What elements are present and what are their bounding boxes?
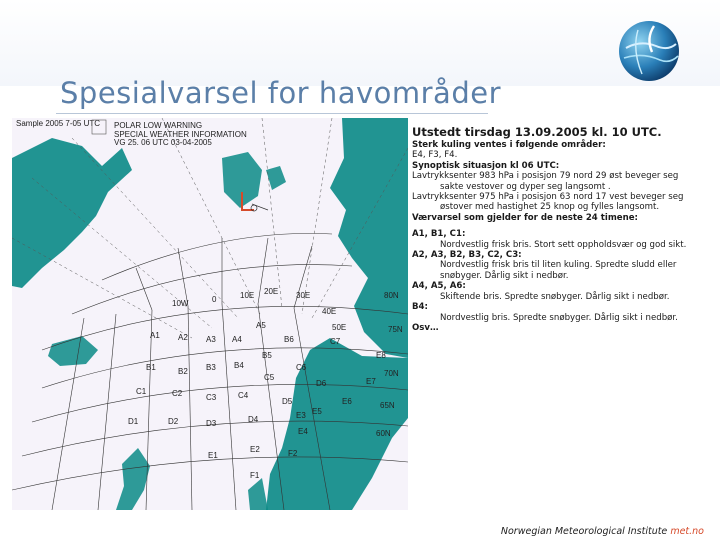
forecast-bulletin: [412, 125, 712, 333]
zone-C5: C5: [264, 373, 275, 382]
deg-20E: 20E: [264, 287, 279, 296]
zone-F1: F1: [250, 471, 260, 480]
zone-E2: E2: [250, 445, 260, 454]
zone-A5: A5: [256, 321, 266, 330]
zone-D1: D1: [128, 417, 139, 426]
zone-E5: E5: [312, 407, 322, 416]
zone-B5: B5: [262, 351, 272, 360]
deg-80N: 80N: [384, 291, 399, 300]
zone-E3: E3: [296, 411, 306, 420]
page-title: Spesialvarsel for havområder: [60, 76, 501, 110]
zone-B2: B2: [178, 367, 188, 376]
deg-30E: 30E: [296, 291, 311, 300]
forecast-3-text: Skiftende bris. Spredte snøbyger. Dårlig sikt i nedbør.: [440, 291, 670, 302]
synoptic-line-1b: sakte vestover og dyper seg langsomt .: [440, 181, 611, 192]
zone-C1: C1: [136, 387, 147, 396]
footer-institute: Norwegian Meteorological Institute: [500, 526, 668, 537]
header-band: [0, 0, 720, 86]
zone-C2: C2: [172, 389, 183, 398]
title-underline: [56, 113, 488, 114]
map-header-line-1: POLAR LOW WARNING: [114, 121, 203, 130]
zone-A4: A4: [232, 335, 242, 344]
map-header-line-2: SPECIAL WEATHER INFORMATION: [114, 130, 247, 139]
forecast-4-text: Nordvestlig bris. Spredte snøbyger. Dårlig sikt i nedbør.: [440, 312, 678, 323]
deg-0: 0: [212, 295, 217, 304]
deg-40E: 40E: [322, 307, 337, 316]
footer-brand-link[interactable]: met.no: [670, 526, 704, 537]
map-header-line-3: VG 25. 06 UTC 03-04-2005: [114, 138, 212, 147]
zone-B1: B1: [146, 363, 156, 372]
zone-B3: B3: [206, 363, 216, 372]
forecast-2-areas: A2, A3, B2, B3, C2, C3:: [412, 250, 522, 261]
zone-A3: A3: [206, 335, 216, 344]
sea-area-map: [12, 118, 408, 510]
zone-D5: D5: [282, 397, 293, 406]
forecast-heading: Værvarsel som gjelder for de neste 24 timene:: [412, 212, 638, 223]
forecast-1-text: Nordvestlig frisk bris. Stort sett oppholdsvær og god sikt.: [440, 239, 687, 250]
zone-A2: A2: [178, 333, 188, 342]
synoptic-line-2a: Lavtrykksenter 975 hPa i posisjon 63 nord 17 vest beveger seg: [412, 192, 684, 203]
deg-50E: 50E: [332, 323, 347, 332]
zone-E7: E7: [366, 377, 376, 386]
strong-gale-heading: Sterk kuling ventes i følgende områder:: [412, 140, 606, 150]
forecast-1-areas: A1, B1, C1:: [412, 229, 466, 240]
synoptic-line-2b: østover med hastighet 25 knop og fylles langsomt.: [440, 202, 660, 213]
zone-D3: D3: [206, 419, 217, 428]
deg-75N: 75N: [388, 325, 403, 334]
zone-F2: F2: [288, 449, 298, 458]
zone-E8: E8: [376, 351, 386, 360]
zone-A1: A1: [150, 331, 160, 340]
zone-D6: D6: [316, 379, 327, 388]
strong-gale-areas: E4, F3, F4.: [412, 150, 458, 161]
deg-70N: 70N: [384, 369, 399, 378]
zone-B6: B6: [284, 335, 294, 344]
zone-C3: C3: [206, 393, 217, 402]
forecast-2-text-b: snøbyger. Dårlig sikt i nedbør.: [440, 270, 569, 281]
zone-E1: E1: [208, 451, 218, 460]
map-top-left-label: Sample 2005 7-05 UTC: [16, 119, 101, 128]
synoptic-heading: Synoptisk situasjon kl 06 UTC:: [412, 160, 560, 171]
issued-line: Utstedt tirsdag 13.09.2005 kl. 10 UTC.: [412, 125, 662, 139]
met-globe-logo-icon: [616, 18, 682, 84]
zone-E4: E4: [298, 427, 308, 436]
zone-C6: C6: [296, 363, 307, 372]
zone-B4: B4: [234, 361, 244, 370]
footer: [501, 526, 704, 537]
zone-E6: E6: [342, 397, 352, 406]
synoptic-line-1a: Lavtrykksenter 983 hPa i posisjon 79 nord 29 øst beveger seg: [412, 171, 679, 182]
zone-C7: C7: [330, 337, 341, 346]
zone-D4: D4: [248, 415, 259, 424]
deg-65N: 65N: [380, 401, 395, 410]
deg-10W: 10W: [172, 299, 189, 308]
zone-D2: D2: [168, 417, 179, 426]
deg-60N: 60N: [376, 429, 391, 438]
forecast-4-areas: B4:: [412, 302, 428, 313]
zone-C4: C4: [238, 391, 249, 400]
forecast-2-text-a: Nordvestlig frisk bris til liten kuling. Spredte sludd eller: [440, 260, 677, 271]
more-ellipsis: Osv…: [412, 322, 439, 333]
deg-10E: 10E: [240, 291, 255, 300]
forecast-3-areas: A4, A5, A6:: [412, 281, 466, 292]
